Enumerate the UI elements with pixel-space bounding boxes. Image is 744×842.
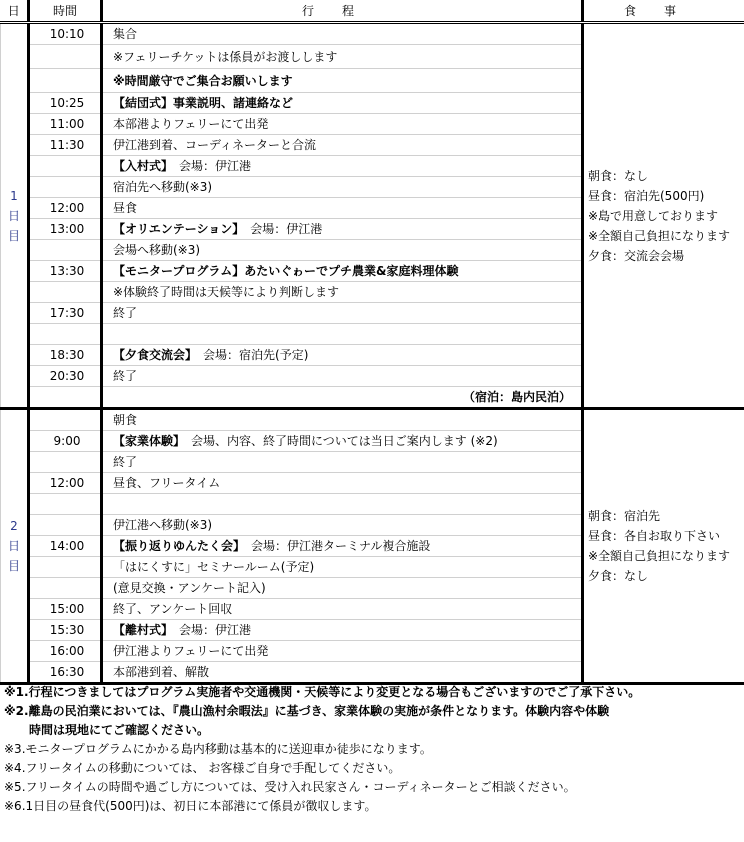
plan-cell: 本部港到着、解散 <box>102 662 583 684</box>
event-title: 【離村式】 <box>113 623 168 637</box>
plan-cell: ※時間厳守でご集合お願いします <box>102 69 583 93</box>
day-label-char: 目 <box>7 559 20 573</box>
meal-line: 朝食：なし <box>588 168 649 183</box>
time-cell: 18:30 <box>29 345 102 366</box>
time-cell: 14:00 <box>29 536 102 557</box>
meal-line: 昼食：宿泊先(500円) <box>588 188 705 203</box>
event-title: 【振り返りゆんたく会】 <box>113 539 240 553</box>
day-label-char: 1 <box>10 188 18 203</box>
plan-cell: 終了 <box>102 303 583 324</box>
plan-cell: 伊江港よりフェリーにて出発 <box>102 641 583 662</box>
time-cell <box>29 69 102 93</box>
time-cell <box>29 45 102 69</box>
event-title: 【夕食交流会】 <box>113 348 192 362</box>
plan-cell <box>102 620 583 641</box>
plan-cell: (意見交換・アンケート記入) <box>102 578 583 599</box>
plan-cell <box>102 156 583 177</box>
header-time: 時間 <box>29 0 102 23</box>
time-cell <box>29 177 102 198</box>
time-cell: 17:30 <box>29 303 102 324</box>
table-row <box>1 23 744 45</box>
time-cell <box>29 240 102 261</box>
event-detail: 会場：伊江港 <box>167 159 252 173</box>
time-cell <box>29 494 102 515</box>
day-label-char: 2 <box>10 519 18 533</box>
meal-cell <box>583 23 744 409</box>
time-cell: 12:00 <box>29 198 102 219</box>
plan-cell: 【結団式】事業説明、諸連絡など <box>102 93 583 114</box>
table-row <box>1 409 744 431</box>
meal-line: ※全額自己負担になります <box>588 549 731 563</box>
footnotes <box>4 683 744 816</box>
event-detail: 会場：伊江港ターミナル複合施設 <box>239 539 431 553</box>
plan-cell: ※フェリーチケットは係員がお渡しします <box>102 45 583 69</box>
header-meal: 食事 <box>583 0 744 23</box>
day-label <box>1 409 29 684</box>
time-cell: 11:00 <box>29 114 102 135</box>
event-title: 【オリエンテーション】 <box>113 222 239 236</box>
day-label-char: 目 <box>7 228 20 243</box>
plan-cell: 【モニタープログラム】あたいぐゎーでプチ農業&家庭料理体験 <box>102 261 583 282</box>
event-title: 【入村式】 <box>113 159 168 173</box>
meal-line: ※全額自己負担になります <box>588 228 731 243</box>
meal-line: ※島で用意しております <box>588 208 719 223</box>
time-cell: 16:30 <box>29 662 102 684</box>
header-plan: 行程 <box>102 0 583 23</box>
plan-cell: 終了、アンケート回収 <box>102 599 583 620</box>
plan-cell: 終了 <box>102 366 583 387</box>
plan-cell: 朝食 <box>102 409 583 431</box>
footnote: ※6.1日目の昼食代(500円)は、初日に本部港にて係員が徴収します。 <box>4 799 377 813</box>
time-cell <box>29 557 102 578</box>
footnote: ※2.離島の民泊業においては、『農山漁村余暇法』に基づき、家業体験の実施が条件となります。体験内容や体験 <box>4 704 610 718</box>
time-cell <box>29 282 102 303</box>
header-day: 日 <box>1 0 29 23</box>
event-detail: 会場：伊江港 <box>238 222 323 236</box>
plan-cell: 宿泊先へ移動(※3) <box>102 177 583 198</box>
plan-cell: （宿泊：島内民泊） <box>102 387 583 409</box>
schedule-body <box>1 23 744 684</box>
time-cell <box>29 387 102 409</box>
event-detail: 会場：伊江港 <box>167 623 252 637</box>
time-cell: 20:30 <box>29 366 102 387</box>
time-cell <box>29 409 102 431</box>
plan-cell: 昼食 <box>102 198 583 219</box>
time-cell: 11:30 <box>29 135 102 156</box>
day-label-char: 日 <box>7 208 20 223</box>
footnote: ※5.フリータイムの時間や過ごし方については、受け入れ民家さん・コーディネーターとご相談ください。 <box>4 780 576 794</box>
time-cell <box>29 578 102 599</box>
plan-cell: 伊江港へ移動(※3) <box>102 515 583 536</box>
meal-line: 夕食：なし <box>588 569 649 583</box>
time-cell: 10:10 <box>29 23 102 45</box>
time-cell: 15:00 <box>29 599 102 620</box>
day-label-char: 日 <box>7 539 20 553</box>
plan-cell: 昼食、フリータイム <box>102 473 583 494</box>
time-cell: 10:25 <box>29 93 102 114</box>
plan-cell <box>102 219 583 240</box>
plan-cell <box>102 324 583 345</box>
plan-cell: 会場へ移動(※3) <box>102 240 583 261</box>
plan-cell <box>102 494 583 515</box>
time-cell: 15:30 <box>29 620 102 641</box>
footnote: 時間は現地にてご確認ください。 <box>29 723 210 737</box>
plan-cell: 集合 <box>102 23 583 45</box>
time-cell <box>29 324 102 345</box>
event-title: 【家業体験】 <box>113 434 180 448</box>
plan-cell <box>102 431 583 452</box>
meal-line: 昼食：各自お取り下さい <box>588 529 721 543</box>
footnote: ※3.モニタープログラムにかかる島内移動は基本的に送迎車か徒歩になります。 <box>4 742 432 756</box>
time-cell: 12:00 <box>29 473 102 494</box>
plan-cell: 終了 <box>102 452 583 473</box>
footnote: ※1.行程につきましてはプログラム実施者や交通機関・天候等により変更となる場合もございますのでご了承下さい。 <box>4 685 641 699</box>
time-cell: 13:00 <box>29 219 102 240</box>
plan-cell: ※体験終了時間は天候等により判断します <box>102 282 583 303</box>
plan-cell: 「はにくすに」セミナールーム(予定) <box>102 557 583 578</box>
meal-line: 夕食：交流会会場 <box>588 248 685 263</box>
day-label <box>1 23 29 409</box>
time-cell <box>29 452 102 473</box>
plan-cell <box>102 536 583 557</box>
header-row <box>1 0 744 23</box>
event-detail: 会場、内容、終了時間については当日ご案内します (※2) <box>179 434 498 448</box>
footnote: ※4.フリータイムの移動については、 お客様ご自身で手配してください。 <box>4 761 401 775</box>
plan-cell <box>102 345 583 366</box>
meal-line: 朝食：宿泊先 <box>588 509 661 523</box>
time-cell: 13:30 <box>29 261 102 282</box>
plan-cell: 本部港よりフェリーにて出発 <box>102 114 583 135</box>
time-cell: 9:00 <box>29 431 102 452</box>
meal-cell <box>583 409 744 684</box>
event-detail: 会場：宿泊先(予定) <box>191 348 309 362</box>
time-cell <box>29 156 102 177</box>
plan-cell: 伊江港到着、コーディネーターと合流 <box>102 135 583 156</box>
time-cell: 16:00 <box>29 641 102 662</box>
time-cell <box>29 515 102 536</box>
